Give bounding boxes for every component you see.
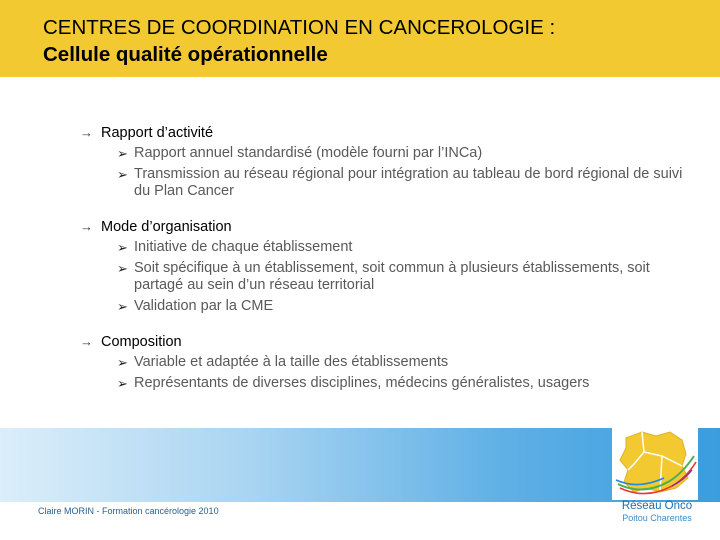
bullet-list xyxy=(80,354,700,392)
slide-title-line2: Cellule qualité opérationnelle xyxy=(43,43,328,66)
list-item xyxy=(80,166,694,201)
list-item xyxy=(80,354,694,372)
chevron-right-icon: ➢ xyxy=(117,240,128,255)
list-item xyxy=(80,298,694,316)
section-rapport-activite xyxy=(80,124,700,204)
region-map-icon xyxy=(612,426,698,500)
arrow-right-icon: → xyxy=(80,125,93,140)
logo-subtitle: Poitou Charentes xyxy=(622,513,692,523)
section-heading-text: Rapport d’activité xyxy=(101,125,214,141)
footer-credit: Claire MORIN - Formation cancérologie 2010 xyxy=(38,506,219,516)
list-item-text: Initiative de chaque établissement xyxy=(134,239,353,255)
list-item xyxy=(80,145,694,163)
arrow-right-icon: → xyxy=(80,334,93,349)
chevron-right-icon: ➢ xyxy=(117,166,128,182)
list-item-text: Représentants de diverses disciplines, médecins généralistes, usagers xyxy=(134,374,590,391)
section-heading-text: Composition xyxy=(101,334,182,350)
reseau-onco-logo xyxy=(612,426,698,526)
section-heading xyxy=(80,218,700,236)
list-item xyxy=(80,375,694,393)
list-item xyxy=(80,239,694,257)
logo-badge xyxy=(612,426,698,500)
list-item xyxy=(80,260,694,295)
list-item-text: Variable et adaptée à la taille des établissements xyxy=(134,354,449,370)
section-composition xyxy=(80,333,700,395)
chevron-right-icon: ➢ xyxy=(117,260,128,276)
bullet-list xyxy=(80,145,700,201)
chevron-right-icon: ➢ xyxy=(117,298,128,314)
list-item-text: Rapport annuel standardisé (modèle fourni par l’INCa) xyxy=(134,145,483,161)
logo-title: Réseau Onco xyxy=(621,500,693,512)
bullet-list xyxy=(80,239,700,315)
section-heading-text: Mode d’organisation xyxy=(101,219,232,235)
section-mode-organisation xyxy=(80,218,700,318)
list-item-text: Soit spécifique à un établissement, soit commun à plusieurs établissements, soit partagé au sein d’un réseau territorial xyxy=(134,259,650,293)
section-heading xyxy=(80,333,700,351)
list-item-text: Validation par la CME xyxy=(134,297,274,314)
chevron-right-icon: ➢ xyxy=(117,375,128,391)
chevron-right-icon: ➢ xyxy=(117,146,128,161)
chevron-right-icon: ➢ xyxy=(117,355,128,370)
slide-title-line1: CENTRES DE COORDINATION EN CANCEROLOGIE : xyxy=(43,16,556,39)
list-item-text: Transmission au réseau régional pour intégration au tableau de bord régional de suivi du Plan Cancer xyxy=(134,165,683,199)
arrow-right-icon: → xyxy=(80,219,93,234)
section-heading xyxy=(80,124,700,142)
